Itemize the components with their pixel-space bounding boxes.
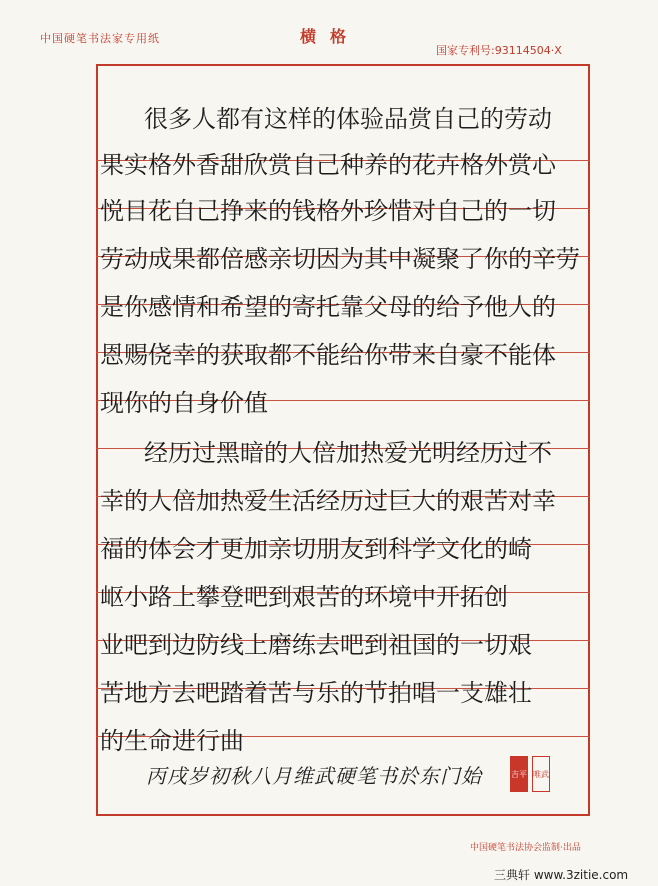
text-line: 是你感情和希望的寄托靠父母的给予他人的: [100, 293, 556, 321]
text-line: 果实格外香甜欣赏自己种养的花卉格外赏心: [100, 151, 556, 179]
text-line: 岖小路上攀登吧到艰苦的环境中开拓创: [100, 583, 508, 611]
paper-title: 横格: [300, 27, 361, 46]
text-line: 业吧到边防线上磨练去吧到祖国的一切艰: [100, 631, 532, 659]
footer-publisher: 中国硬笔书法协会监制·出品: [470, 843, 581, 853]
text-line: 恩赐侥幸的获取都不能给你带来自豪不能体: [100, 341, 556, 369]
red-seal-stamp: 吉平: [510, 756, 528, 792]
text-line: 很多人都有这样的体验品赏自己的劳动: [144, 105, 552, 133]
patent-number: 国家专利号:93114504·X: [436, 44, 562, 57]
signature-line: 丙戌岁初秋八月维武硬笔书於东门始: [146, 764, 482, 788]
text-line: 劳动成果都倍感亲切因为其中凝聚了你的辛劳: [100, 245, 580, 273]
text-line: 现你的自身价值: [100, 389, 268, 417]
site-watermark: 三典轩 www.3zitie.com: [494, 868, 629, 882]
red-seal-stamp: 唯武: [532, 756, 550, 792]
text-line: 的生命进行曲: [100, 727, 244, 755]
paper-brand-label: 中国硬笔书法家专用纸: [40, 32, 160, 45]
text-line: 幸的人倍加热爱生活经历过巨大的艰苦对幸: [100, 487, 556, 515]
text-line: 悦目花自己挣来的钱格外珍惜对自己的一切: [100, 197, 556, 225]
text-line: 福的体会才更加亲切朋友到科学文化的崎: [100, 535, 532, 563]
text-line: 苦地方去吧踏着苦与乐的节拍唱一支雄壮: [100, 679, 532, 707]
text-line: 经历过黑暗的人倍加热爱光明经历过不: [144, 439, 552, 467]
